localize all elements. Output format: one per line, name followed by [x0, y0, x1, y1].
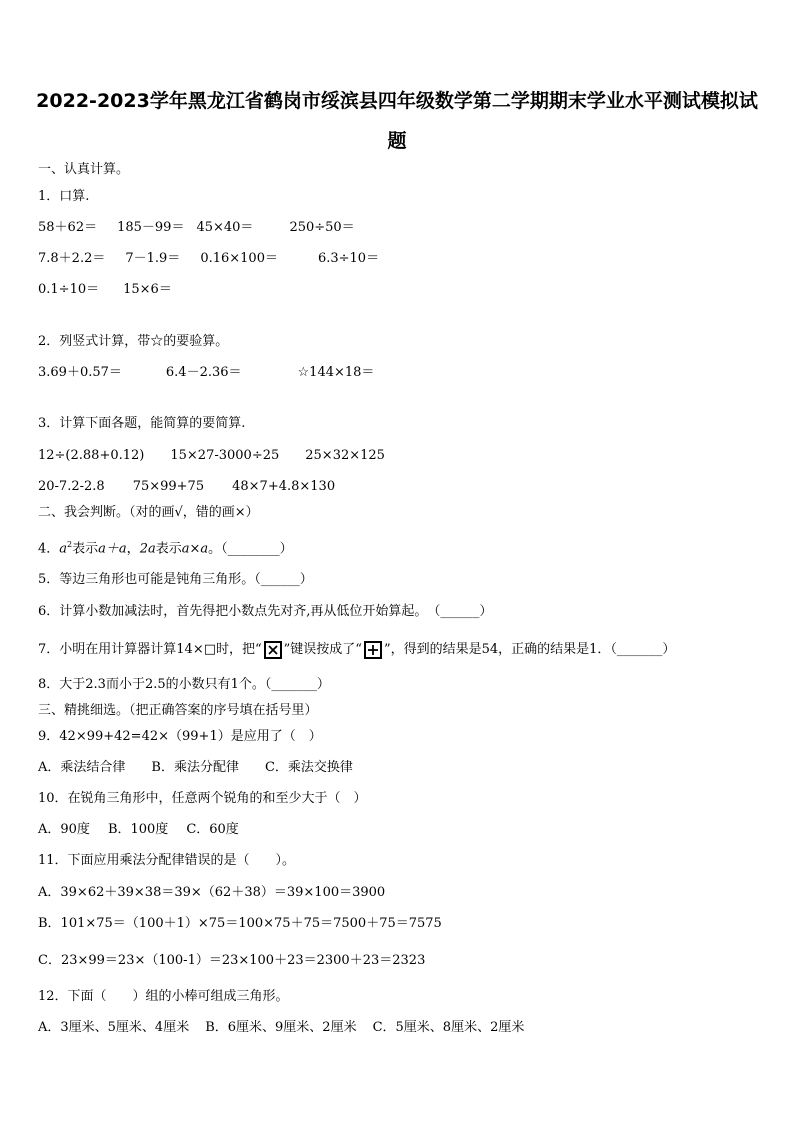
option-c: C．5厘米、8厘米、2厘米	[372, 1020, 525, 1035]
q1-item: 6.3÷10＝	[317, 251, 380, 266]
q1-row3	[38, 282, 172, 298]
q3-item: 15×27-3000÷25	[170, 448, 280, 463]
q1-item: 7－1.9＝	[125, 251, 181, 266]
q2-row	[38, 365, 374, 381]
q4-text: 表示	[72, 541, 99, 557]
q2-item: 3.69＋0.57＝	[38, 365, 122, 380]
q11-option-a: A．39×62＋39×38＝39×（62＋38）＝39×100＝3900	[38, 885, 386, 900]
q3-row1	[38, 448, 385, 464]
q1-item: 15×6＝	[123, 282, 172, 297]
q3-item: 20-7.2-2.8	[38, 479, 105, 494]
q1-row1	[38, 220, 355, 236]
q7	[38, 641, 675, 659]
q4	[38, 537, 293, 557]
q1-item: 58＋62＝	[38, 220, 98, 235]
q6: 6．计算小数加减法时，首先得把小数点先对齐,再从低位开始算起。 （______）	[38, 604, 493, 619]
page-title-line2: 题	[387, 130, 407, 152]
option-a: A．3厘米、5厘米、4厘米	[38, 1020, 190, 1035]
q10-stem: 10．在锐角三角形中，任意两个锐角的和至少大于（ ）	[38, 791, 367, 806]
q2-item: ☆144×18＝	[297, 365, 375, 380]
q4-exponent: 2	[67, 540, 73, 549]
section1-heading: 一、认真计算。	[38, 162, 130, 177]
q9-stem: 9．42×99+42=42×（99+1）是应用了（ ）	[38, 729, 322, 744]
q3-item: 12÷(2.88+0.12)	[38, 448, 145, 463]
q9-options	[38, 760, 353, 776]
q7-text: ”键误按成了“	[283, 642, 362, 657]
option-b: B．6厘米、9厘米、2厘米	[205, 1020, 357, 1035]
q1-item: 7.8＋2.2＝	[38, 251, 106, 266]
q8: 8．大于2.3而小于2.5的小数只有1个。（_______）	[38, 677, 330, 692]
q11-stem: 11．下面应用乘法分配律错误的是（ ）。	[38, 853, 296, 868]
option-c: C．60度	[186, 822, 239, 837]
q4-num: 4．	[38, 541, 60, 557]
q3-item: 48×7+4.8×130	[232, 479, 336, 494]
q10-options	[38, 822, 239, 838]
q1-item: 250÷50＝	[289, 220, 355, 235]
q12-stem: 12．下面（ ）组的小棒可组成三角形。	[38, 989, 289, 1004]
option-b: B．100度	[107, 822, 169, 837]
q4-blank: 。（________）	[208, 541, 293, 557]
q5: 5．等边三角形也可能是钝角三角形。（______）	[38, 572, 313, 587]
option-a: A．90度	[38, 822, 90, 837]
q1-item: 45×40＝	[196, 220, 254, 235]
option-a: A．乘法结合律	[38, 760, 126, 775]
q11-option-c: C．23×99＝23×（100-1）＝23×100＋23＝2300＋23＝2323	[38, 953, 426, 968]
q1-label: 1．口算.	[38, 189, 90, 204]
q7-text: ”，得到的结果是54，正确的结果是1．（_______）	[383, 642, 676, 657]
section2-heading: 二、我会判断。（对的画√，错的画×）	[38, 505, 259, 520]
q3-row2	[38, 479, 335, 495]
page-title-line1: 2022-2023学年黑龙江省鹤岗市绥滨县四年级数学第二学期期末学业水平测试模拟试	[36, 90, 758, 112]
plus-key-icon	[364, 641, 382, 659]
option-c: C．乘法交换律	[264, 760, 353, 775]
q2-label: 2．列竖式计算，带☆的要验算。	[38, 334, 229, 349]
q12-options	[38, 1020, 524, 1036]
option-b: B．乘法分配律	[151, 760, 239, 775]
q3-item: 75×99+75	[132, 479, 205, 494]
q1-item: 0.16×100＝	[200, 251, 278, 266]
q1-item: 185－99＝	[117, 220, 185, 235]
section3-heading: 三、精挑细选。（把正确答案的序号填在括号里）	[38, 703, 318, 718]
q1-item: 0.1÷10＝	[38, 282, 100, 297]
q4-expr: 2a	[139, 541, 156, 557]
q4-text: ，	[126, 541, 140, 557]
q7-text: 7．小明在用计算器计算14×□时，把“	[38, 642, 262, 657]
q4-expr: a×a	[181, 541, 209, 557]
q1-row2	[38, 251, 379, 267]
q4-var: a	[59, 541, 68, 557]
q2-item: 6.4－2.36＝	[165, 365, 242, 380]
q11-option-b: B．101×75＝（100＋1）×75＝100×75＋75＝7500＋75＝7575	[38, 916, 442, 931]
q4-text: 表示	[155, 541, 182, 557]
q3-label: 3．计算下面各题，能简算的要简算.	[38, 416, 246, 431]
q4-expr: a＋a	[98, 541, 127, 557]
q3-item: 25×32×125	[305, 448, 385, 463]
multiply-key-icon	[264, 641, 282, 659]
